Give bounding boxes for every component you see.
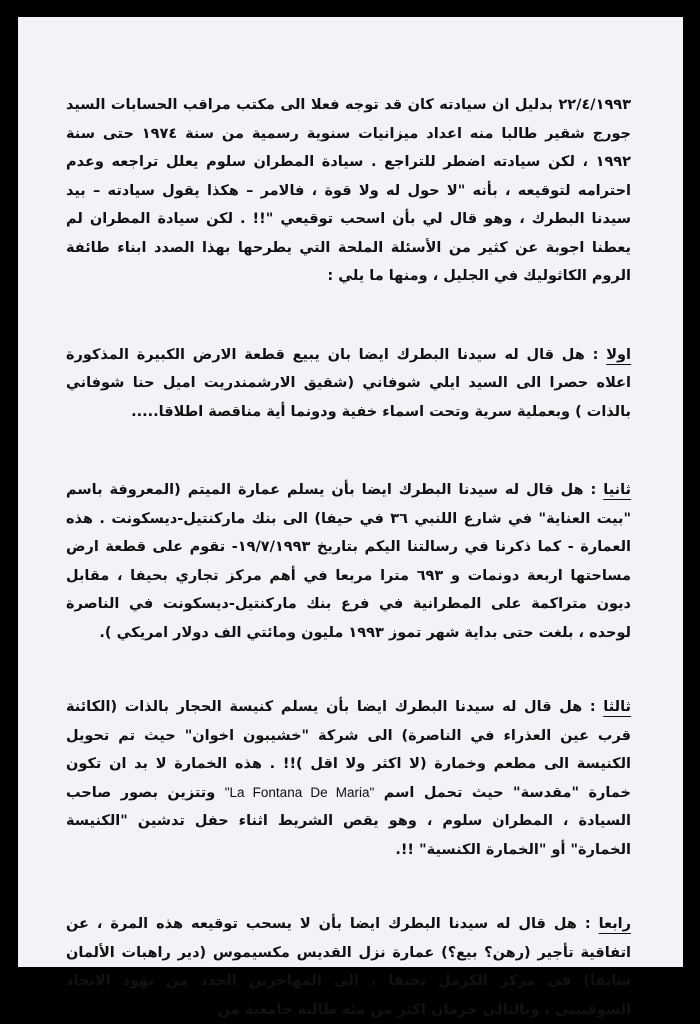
item-first — [66, 341, 631, 427]
intro-paragraph: ٢٢/٤/١٩٩٣ بدليل ان سيادته كان قد توجه فعلا الى مكتب مراقب الحسابات السيد جورج شقير طالبا منه اعداد ميزانيات سنوية رسمية من سنة ١٩٧٤ حتى سنة ١٩٩٢ ، لكن سيادته اضطر للتراجع . سيادة المطران سلوم يعلل تراجعه وعدم احترامه لتوقيعه ، بأنه "لا حول له ولا قوة ، فالامر – هكذا يقول سيادته – بيد سيدنا البطرك ، وهو قال لي بأن اسحب توقيعي "!! . لكن سيادة المطران لم يعطنا اجوبة عن كثير من الأسئلة الملحة التي يطرحها بهذا الصدد ابناء طائفة الروم الكاثوليك في الجليل ، ومنها ما يلي : — [66, 97, 632, 284]
item-fourth-label: رابعا — [598, 916, 631, 932]
item-first-label: اولا — [606, 346, 631, 363]
item-third-text-b: وتتزين بصور صاحب السيادة ، المطران سلوم ، وهو يقص الشريط اثناء حفل تدشين "الكنيسة الخمارة" أو "الخمارة الكنسية" !!. — [66, 784, 631, 858]
item-third-text-a: : هل قال له سيدنا البطرك ايضا بأن يسلم كنيسة الحجار بالذات (الكائنة قرب عين العذراء في الناصرة) الى شركة "خشيبون اخوان" حيث تم تحويل الكنيسة الى مطعم وخمارة (لا اكثر ولا اقل )!! . هذه الخمارة لا بد ان تكون خمارة "مقدسة" حيث تحمل اسم — [66, 699, 631, 801]
item-first-text: : هل قال له سيدنا البطرك ايضا بان يبيع قطعة الارض الكبيرة المذكورة اعلاه حصرا الى السيد ايلي شوفاني (شقيق الارشمندريت اميل حنا شوفاني بالذات ) وبعملية سرية وتحت اسماء خفية ودونما أية مناقصة اطلاقا..... — [66, 346, 631, 420]
item-second-label: ثانيا — [603, 482, 631, 498]
document-page — [18, 17, 683, 1018]
item-fourth — [66, 910, 631, 1024]
letter-body — [66, 91, 631, 1024]
item-third-label: ثالثا — [603, 699, 631, 715]
restaurant-name: "La Fontana De Maria" — [224, 784, 375, 800]
item-second-text: : هل قال له سيدنا البطرك ايضا بأن يسلم عمارة الميتم (المعروفة باسم "بيت العناية" في شارع اللنبي ٣٦ في حيفا) الى بنك ماركنتيل-ديسكونت . هذه العمارة - كما ذكرنا في رسالتنا اليكم بتاريخ ١٩/٧/١٩٩٣- تقوم على قطعة ارض مساحتها اربعة دونمات و ٦٩٣ مترا مربعا في أهم مركز تجاري بحيفا ، مقابل ديون متراكمة على المطرانية في فرع بنك ماركنتيل-ديسكونت في الناصرة لوحده ، بلغت حتى بداية شهر تموز ١٩٩٣ مليون ومائتي الف دولار امريكي ). — [66, 482, 631, 641]
item-fourth-text: : هل قال له سيدنا البطرك ايضا بأن لا يسحب توقيعه هذه المرة ، عن اتفاقية تأجير (رهن؟ بيع؟) عمارة نزل القديس مكسيموس (دير راهبات الألمان سابقا) في مركز الكرمل بحيفا ، الى المهاجرين الجدد من يهود الاتحاد السوفييتي ، وبالتالي حرمان اكثر من مئة طالبة جامعية من — [66, 916, 631, 1018]
item-second — [66, 476, 631, 647]
item-third — [66, 693, 631, 864]
